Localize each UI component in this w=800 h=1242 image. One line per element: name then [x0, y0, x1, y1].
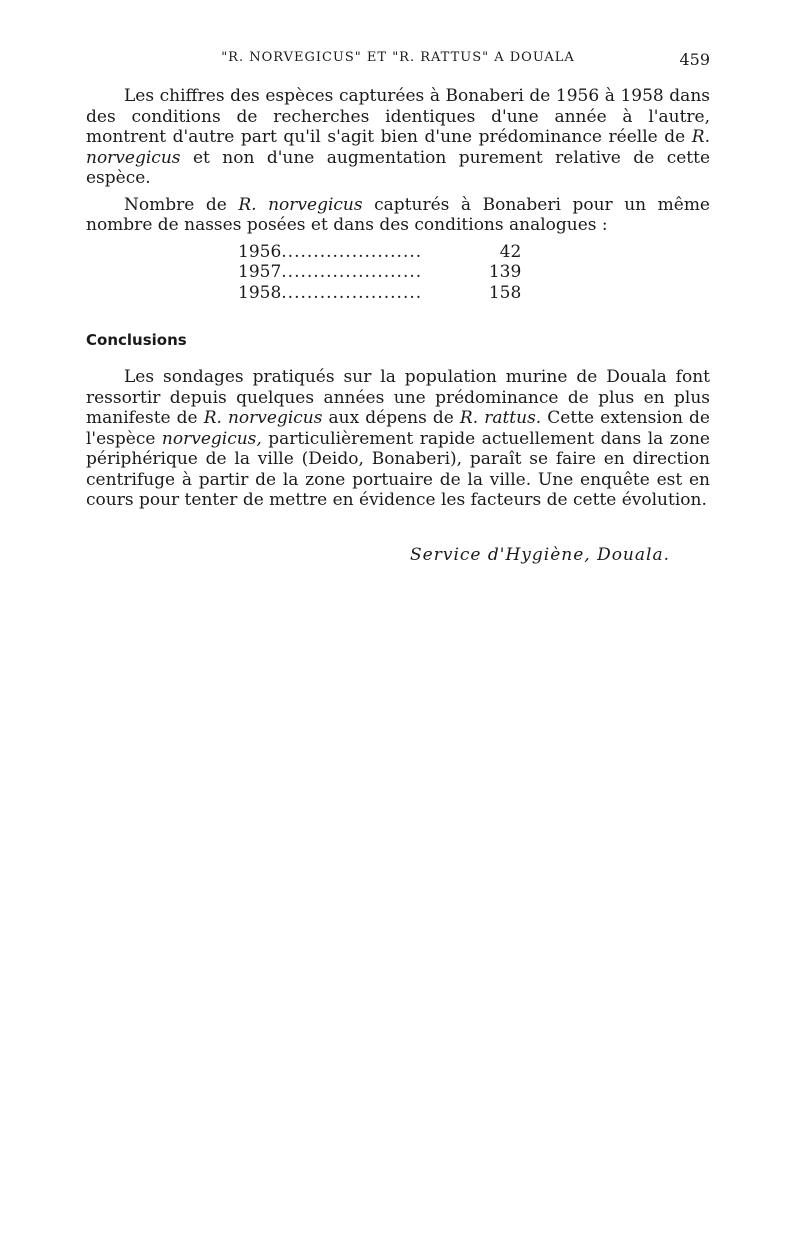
conclusions-paragraph	[86, 367, 710, 511]
species-name: R. norvegicus	[86, 127, 710, 168]
signature: Service d'Hygiène, Douala.	[410, 545, 670, 565]
year-cell: 1957	[238, 262, 282, 282]
paragraph-1	[86, 86, 710, 189]
count-cell: 139	[488, 262, 522, 282]
table-row	[238, 283, 521, 304]
species-name: R. rattus.	[459, 408, 542, 428]
running-title: "R. NORVEGICUS" ET "R. RATTUS" A DOUALA	[221, 50, 575, 65]
year-cell: 1958	[238, 282, 282, 303]
table-row	[238, 262, 521, 283]
paragraph-text: Les chiffres des espèces capturées à Bonaberi de 1956 à 1958 dans des conditions de recherches identiques d'une année à l'autre, montrent d'autre part qu'il s'agit bien d'une prédominance réelle de	[86, 86, 710, 147]
paragraph-text: capturés à Bonaberi pour un même nombre de nasses posées et dans des conditions analogues :	[86, 194, 710, 235]
leader-dots: ......................	[281, 282, 423, 303]
paragraph-2	[86, 195, 710, 236]
species-name: R. norvegicus	[203, 408, 323, 428]
count-cell: 42	[499, 241, 522, 262]
table-row	[238, 242, 521, 263]
page-number: 459	[679, 50, 710, 69]
year-cell: 1956	[238, 241, 282, 262]
count-cell: 158	[488, 282, 522, 303]
conclusions-heading: Conclusions	[86, 331, 187, 349]
captures-table	[238, 242, 521, 304]
leader-dots: ......................	[281, 241, 423, 262]
species-name: norvegicus,	[161, 428, 262, 449]
article-body	[86, 86, 710, 511]
paragraph-text: Les sondages pratiqués sur la population murine de Douala font ressortir depuis quelques années une prédominance de plus en plus manifeste de	[86, 367, 710, 428]
paragraph-text: Nombre de	[124, 194, 239, 215]
paragraph-text: aux dépens de	[322, 408, 460, 428]
paragraph-text: et non d'une augmentation purement relative de cette espèce.	[86, 147, 710, 188]
running-head	[86, 50, 710, 65]
paragraph-text: particulièrement rapide actuellement dans la zone périphérique de la ville (Deido, Bonaberi), paraît se faire en direction centrifuge à partir de la zone portuaire de la ville. Une enquête est en cours pour tenter de mettre en évidence les facteurs de cette évolution.	[86, 428, 710, 510]
leader-dots: ......................	[281, 262, 423, 282]
paragraph-text: Cette extension de l'espèce	[86, 408, 710, 449]
species-name: R. norvegicus	[238, 194, 363, 215]
